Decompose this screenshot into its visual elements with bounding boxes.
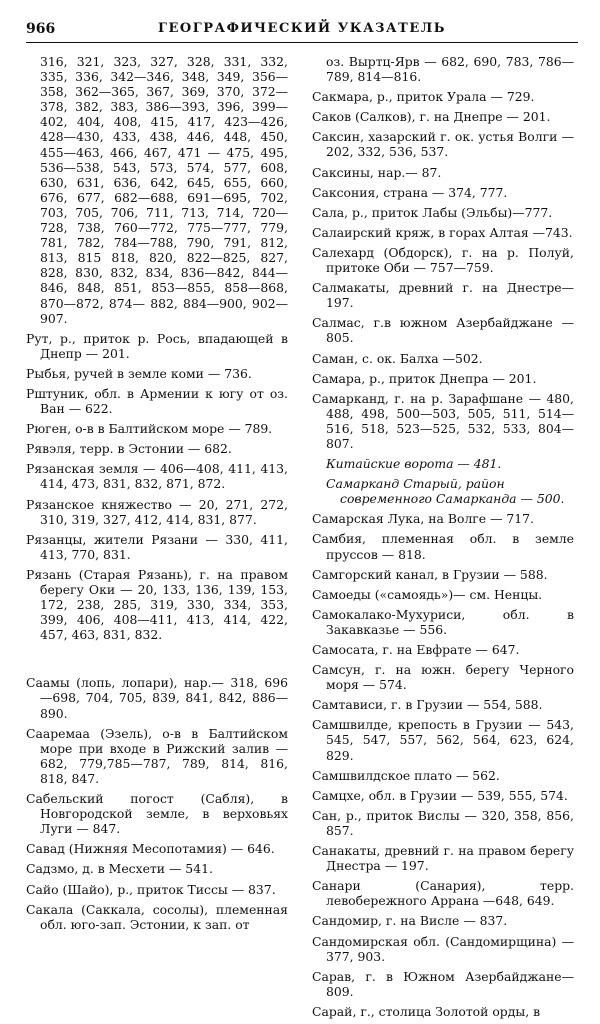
- index-entry: Салмас, г.в южном Азербайджане —805.: [312, 315, 574, 346]
- index-sub-entry: Китайские ворота — 481.: [326, 456, 502, 472]
- index-entry: Сала, р., приток Лабы (Эльбы)—777.: [312, 204, 553, 220]
- index-entry: Санари (Санария), терр. левобережного Аррана —648, 649.: [312, 878, 574, 909]
- index-entry: Самосата, г. на Евфрате — 647.: [312, 642, 520, 657]
- index-entry: Салехард (Обдорск), г. на р. Полуй, притоке Оби — 757—759.: [312, 244, 574, 276]
- index-entry: Сайо (Шайо), р., приток Тиссы — 837.: [26, 881, 276, 897]
- index-entry: Самцхе, обл. в Грузии — 539, 555, 574.: [312, 787, 568, 803]
- index-entry: Рязань (Старая Рязань), г. на правом берегу Оки — 20, 133, 136, 139, 153, 172, 238, 285, 319, 330, 334, 353, 399, 406, 408—411, 413, 414, 422, 457, 463, 831, 832.: [26, 566, 288, 643]
- index-entry: Сан, р., приток Вислы — 320, 358, 856, 857.: [312, 807, 574, 838]
- index-entry: Рут, р., приток р. Рось, впадающей в Днепр — 201.: [26, 330, 288, 361]
- index-entry: Садзмо, д. в Месхети — 541.: [26, 861, 213, 877]
- index-entry: Самокалако-Мухуриси, обл. в Закавказье — 556.: [312, 606, 574, 637]
- index-entry: Савад (Нижняя Месопотамия) — 646.: [26, 841, 275, 857]
- index-entry: Рязанское княжество — 20, 271, 272, 310, 319, 327, 412, 414, 831, 877.: [26, 496, 288, 527]
- index-entry: Рявэля, терр. в Эстонии — 682.: [26, 441, 232, 457]
- index-entry: Саксины, нар.— 87.: [312, 164, 442, 180]
- index-entry: Сакмара, р., приток Урала — 729.: [312, 89, 535, 105]
- index-entry: Сандомирская обл. (Сандомирщина) — 377, 903.: [312, 933, 574, 964]
- left-column: [26, 54, 288, 937]
- index-entry: Салаирский кряж, в горах Алтая —743.: [312, 224, 573, 240]
- index-entry-continuation: оз. Выртц-Ярв — 682, 690, 783, 786—789, 814—816.: [326, 54, 574, 85]
- index-entry: Рязанцы, жители Рязани — 330, 411, 413, 770, 831.: [26, 531, 288, 562]
- running-title: ГЕОГРАФИЧЕСКИЙ УКАЗАТЕЛЬ: [158, 21, 446, 36]
- index-entry: Санакаты, древний г. на правом берегу Днестра — 197.: [312, 843, 574, 874]
- index-entry: Салмакаты, древний г. на Днестре—197.: [312, 280, 574, 311]
- index-entry: Рштуник, обл. в Армении к югу от оз. Ван — 622.: [26, 385, 288, 417]
- index-entry: Самтависи, г. в Грузии — 554, 588.: [312, 697, 543, 713]
- index-entry: Самарканд, г. на р. Зарафшане — 480, 488, 498, 500—503, 505, 511, 514— 516, 518, 523—525, 532, 533, 804—807.: [312, 390, 574, 451]
- index-entry: Саксония, страна — 374, 777.: [312, 184, 508, 200]
- index-entry: Сарав, г. в Южном Азербайджане—809.: [312, 968, 574, 999]
- page-header: [26, 18, 578, 43]
- index-entry: Самшвилде, крепость в Грузии — 543, 545, 547, 557, 562, 564, 623, 624, 829.: [312, 717, 574, 763]
- index-entry: Самсун, г. на южн. берегу Черного моря — 574.: [312, 662, 574, 693]
- page-number: 966: [26, 21, 56, 37]
- index-entry: Саамы (лопь, лопари), нар.— 318, 696—698, 704, 705, 839, 841, 842, 886—890.: [26, 675, 288, 721]
- index-entry: Сакала (Саккала, сосолы), племенная обл. юго-зап. Эстонии, к зап. от: [26, 901, 288, 932]
- index-entry: Сааремаа (Эзель), о-в в Балтийском море при входе в Рижский залив — 682, 779,785—787, 789, 814, 816, 818, 847.: [26, 725, 288, 786]
- index-entry: Сандомир, г. на Висле — 837.: [312, 913, 508, 929]
- index-entry: Сабельский погост (Сабля), в Новгородской земле, в верховьях Луги — 847.: [26, 791, 288, 837]
- letter-section-gap: [26, 647, 288, 675]
- index-entry: 316, 321, 323, 327, 328, 331, 332, 335, 336, 342—346, 348, 349, 356—358, 362—365, 367, 369, 370, 372—378, 382, 383, 386—393, 396, 399—402, 404, 408, 415, 417, 423—426, 428—430, 433, 438, 446, 448, 450, 455—463, 466, 467, 471 — 475, 495, 536—538, 543, 573, 574, 577, 608, 630, 631, 636, 642, 645, 655, 660, 676, 677, 682—688, 691—695, 702, 703, 705, 706, 711, 713, 714, 720—728, 738, 760—772, 775—777, 779, 781, 782, 784—788, 790, 791, 812, 813, 815 818, 820, 822—825, 827, 828, 830, 832, 834, 836—842, 844—846, 848, 851, 853—855, 858—868, 870—872, 874— 882, 884—900, 902—907.: [40, 54, 288, 326]
- index-sub-entry: Самарканд Старый, район современного Самарканда — 500.: [326, 476, 565, 507]
- index-entry: Саксин, хазарский г. ок. устья Волги — 202, 332, 536, 537.: [312, 129, 574, 160]
- index-entry: Рязанская земля — 406—408, 411, 413, 414, 473, 831, 832, 871, 872.: [26, 461, 288, 492]
- index-entry: Самшвилдское плато — 562.: [312, 767, 500, 783]
- index-entry: Рюген, о-в в Балтийском море — 789.: [26, 421, 273, 437]
- index-entry: Самара, р., приток Днепра — 201.: [312, 370, 537, 386]
- right-column: [312, 54, 574, 1024]
- index-entry: Самбия, племенная обл. в земле пруссов — 818.: [312, 531, 574, 562]
- index-entry: Сарай, г., столица Золотой орды, в: [312, 1003, 541, 1019]
- index-entry: Самарская Лука, на Волге — 717.: [312, 511, 534, 527]
- index-entry: Самоеды («самоядь»)— см. Ненцы.: [312, 586, 543, 602]
- index-entry: Самгорский канал, в Грузии — 588.: [312, 566, 548, 582]
- index-entry: Саков (Салков), г. на Днепре — 201.: [312, 109, 551, 125]
- index-entry: Рыбья, ручей в земле коми — 736.: [26, 365, 252, 381]
- index-entry: Саман, с. ок. Балха —502.: [312, 350, 483, 366]
